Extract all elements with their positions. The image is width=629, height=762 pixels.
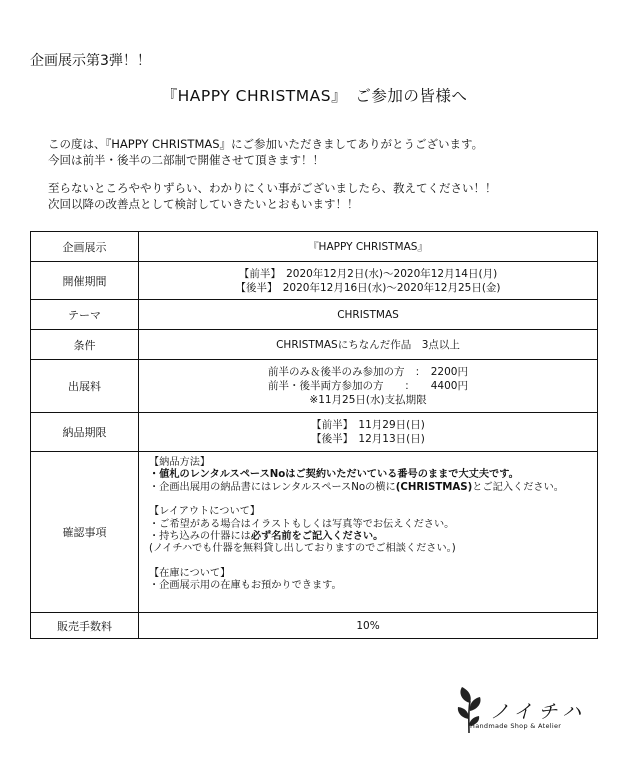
fee-line: ※11月25日(水)支払期限	[309, 394, 427, 406]
row-label: テーマ	[31, 300, 139, 330]
fee-value	[139, 360, 598, 413]
delivery-value	[139, 413, 598, 452]
section-title: 【レイアウトについて】	[149, 506, 261, 518]
delivery-second: 【後半】 12月13日(日)	[311, 433, 425, 445]
table-row	[31, 360, 598, 413]
confirm-line	[149, 482, 597, 494]
shop-name: ノイチハ	[490, 701, 588, 723]
table-row	[31, 262, 598, 300]
confirm-line: ・企画展示用の在庫もお預かりできます。	[149, 580, 342, 592]
exhibition-value: 『HAPPY CHRISTMAS』	[139, 232, 598, 262]
info-table	[30, 231, 598, 639]
confirm-line	[149, 531, 597, 543]
text-part-bold: 必ず名前をご記入ください。	[250, 531, 384, 543]
text-part-bold: (CHRISTMAS)	[395, 481, 473, 493]
table-row	[31, 413, 598, 452]
intro-line: この度は、『HAPPY CHRISTMAS』にご参加いただきましてありがとうございます。	[48, 137, 484, 151]
note-line: 至らないところややりずらい、わかりにくい事がございましたら、教えてください！！	[48, 181, 497, 195]
condition-value: CHRISTMASにちなんだ作品 3点以上	[139, 330, 598, 360]
table-row	[31, 330, 598, 360]
table-row	[31, 452, 598, 613]
commission-value: 10%	[139, 613, 598, 639]
note-text	[48, 180, 497, 212]
intro-text	[48, 136, 483, 168]
row-label: 納品期限	[31, 413, 139, 452]
text-part: ・持ち込みの什器には	[149, 531, 251, 543]
row-label: 企画展示	[31, 232, 139, 262]
page-title: 『HAPPY CHRISTMAS』 ご参加の皆様へ	[161, 87, 468, 105]
intro-line: 今回は前半・後半の二部制で開催させて頂きます！！	[48, 153, 324, 167]
kicker: 企画展示第3弾！！	[30, 53, 151, 69]
row-label: 出展料	[31, 360, 139, 413]
confirm-line: (ノイチハでも什器を無料貸し出しておりますのでご相談ください。)	[149, 543, 456, 555]
fee-line: 前半のみ＆後半のみ参加の方 ： 2200円	[268, 366, 468, 378]
note-line: 次回以降の改善点として検討していきたいとおもいます！！	[48, 197, 359, 211]
section-title: 【納品方法】	[149, 457, 211, 468]
text-part: ・企画出展用の納品書にはレンタルスペースNoの横に	[149, 481, 396, 493]
row-label: 確認事項	[31, 452, 139, 613]
text-part: とご記入ください。	[472, 481, 564, 493]
table-row	[31, 613, 598, 639]
confirm-value	[139, 452, 598, 613]
fee-line: 前半・後半両方参加の方 ： 4400円	[268, 380, 468, 392]
confirm-line: ・ご希望がある場合はイラストもしくは写真等でお伝えください。	[149, 518, 455, 530]
row-label: 開催期間	[31, 262, 139, 300]
table-row	[31, 232, 598, 262]
delivery-first: 【前半】 11月29日(日)	[311, 419, 425, 431]
period-second: 【後半】 2020年12月16日(水)～2020年12月25日(金)	[235, 281, 501, 294]
period-value	[139, 262, 598, 300]
row-label: 条件	[31, 330, 139, 360]
section-title: 【在庫について】	[149, 567, 231, 579]
shop-subtitle: Handmade Shop & Atelier	[470, 722, 562, 730]
period-first: 【前半】 2020年12月2日(水)～2020年12月14日(月)	[238, 267, 498, 280]
table-row	[31, 300, 598, 330]
row-label: 販売手数料	[31, 613, 139, 639]
confirm-line: ・値札のレンタルスペースNoはご契約いただいている番号のままで大丈夫です。	[149, 469, 519, 481]
theme-value: CHRISTMAS	[139, 300, 598, 330]
